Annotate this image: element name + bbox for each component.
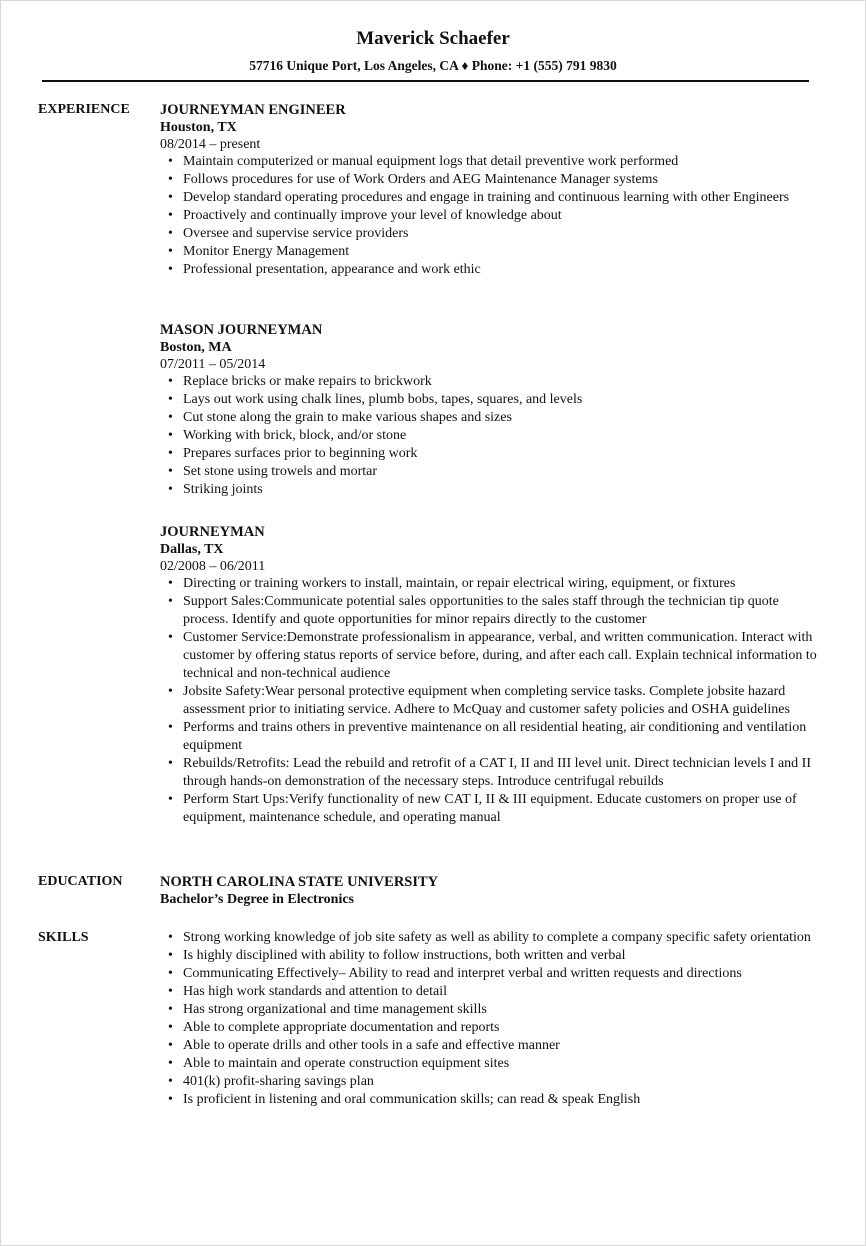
- list-item: • Professional presentation, appearance and work ethic: [160, 261, 820, 279]
- list-item: • Perform Start Ups:Verify functionality of new CAT I, II & III equipment. Educate customers on proper use of equipment, maintenance schedule, and operating manual: [160, 791, 820, 827]
- education-entry: [160, 873, 820, 908]
- list-item: • Follows procedures for use of Work Orders and AEG Maintenance Manager systems: [160, 171, 820, 189]
- job-title: JOURNEYMAN ENGINEER: [160, 102, 346, 118]
- list-item: • Has high work standards and attention to detail: [160, 983, 820, 1001]
- job-dates: 07/2011 – 05/2014: [160, 357, 266, 372]
- school-name: NORTH CAROLINA STATE UNIVERSITY: [160, 874, 439, 890]
- section-label-experience: EXPERIENCE: [38, 102, 130, 117]
- list-item: • Directing or training workers to install, maintain, or repair electrical wiring, equipment, or fixtures: [160, 575, 820, 593]
- list-item: • Replace bricks or make repairs to brickwork: [160, 373, 820, 391]
- list-item: • Has strong organizational and time management skills: [160, 1001, 820, 1019]
- list-item: • Proactively and continually improve your level of knowledge about: [160, 207, 820, 225]
- list-item: • Able to maintain and operate construction equipment sites: [160, 1055, 820, 1073]
- list-item: • Prepares surfaces prior to beginning work: [160, 445, 820, 463]
- job-entry: [160, 523, 820, 827]
- job-title: JOURNEYMAN: [160, 524, 265, 540]
- list-item: • Develop standard operating procedures and engage in training and continuous learning with other Engineers: [160, 189, 820, 207]
- list-item: • Monitor Energy Management: [160, 243, 820, 261]
- section-label-skills: SKILLS: [38, 930, 89, 945]
- job-location: Boston, MA: [160, 340, 232, 355]
- list-item: • Jobsite Safety:Wear personal protective equipment when completing service tasks. Complete jobsite hazard assessment prior to initiating service. Adhere to McQuay and customer safety policies and OSHA guidelines: [160, 683, 820, 719]
- list-item: • Maintain computerized or manual equipment logs that detail preventive work performed: [160, 153, 820, 171]
- list-item: • Is highly disciplined with ability to follow instructions, both written and verbal: [160, 947, 820, 965]
- job-bullets: [160, 373, 820, 499]
- list-item: • Working with brick, block, and/or stone: [160, 427, 820, 445]
- list-item: • Lays out work using chalk lines, plumb bobs, tapes, squares, and levels: [160, 391, 820, 409]
- skills-bullets: [160, 929, 820, 1109]
- list-item: • Able to operate drills and other tools in a safe and effective manner: [160, 1037, 820, 1055]
- list-item: • Communicating Effectively– Ability to read and interpret verbal and written requests and directions: [160, 965, 820, 983]
- job-location: Houston, TX: [160, 120, 237, 135]
- candidate-name: Maverick Schaefer: [356, 28, 510, 49]
- list-item: • 401(k) profit-sharing savings plan: [160, 1073, 820, 1091]
- job-entry: [160, 321, 820, 499]
- job-bullets: [160, 575, 820, 827]
- skills-list: [160, 929, 820, 1109]
- list-item: • Is proficient in listening and oral communication skills; can read & speak English: [160, 1091, 820, 1109]
- job-entry: [160, 101, 820, 279]
- job-dates: 08/2014 – present: [160, 137, 261, 152]
- header-divider: [42, 80, 809, 82]
- degree: Bachelor’s Degree in Electronics: [160, 892, 355, 907]
- list-item: • Support Sales:Communicate potential sales opportunities to the sales staff through the technician tip quote process. Identify and quote opportunities for minor repairs directly to the customer: [160, 593, 820, 629]
- resume-header: [0, 26, 866, 74]
- contact-line: 57716 Unique Port, Los Angeles, CA ♦ Phone: +1 (555) 791 9830: [249, 58, 617, 73]
- list-item: • Cut stone along the grain to make various shapes and sizes: [160, 409, 820, 427]
- job-title: MASON JOURNEYMAN: [160, 322, 323, 338]
- section-label-education: EDUCATION: [38, 874, 123, 889]
- list-item: • Customer Service:Demonstrate professionalism in appearance, verbal, and written communication. Interact with customer by offering status reports of service before, during, and after each call. Explain technical information to technical and non-technical audience: [160, 629, 820, 683]
- list-item: • Set stone using trowels and mortar: [160, 463, 820, 481]
- job-bullets: [160, 153, 820, 279]
- list-item: • Strong working knowledge of job site safety as well as ability to complete a company specific safety orientation: [160, 929, 820, 947]
- list-item: • Rebuilds/Retrofits: Lead the rebuild and retrofit of a CAT I, II and III level unit. Direct technician levels I and II through hands-on demonstration of the necessary steps. Introduce centrifugal rebuilds: [160, 755, 820, 791]
- list-item: • Oversee and supervise service providers: [160, 225, 820, 243]
- job-location: Dallas, TX: [160, 542, 224, 557]
- list-item: • Striking joints: [160, 481, 820, 499]
- list-item: • Able to complete appropriate documentation and reports: [160, 1019, 820, 1037]
- list-item: • Performs and trains others in preventive maintenance on all residential heating, air conditioning and ventilation equipment: [160, 719, 820, 755]
- job-dates: 02/2008 – 06/2011: [160, 559, 266, 574]
